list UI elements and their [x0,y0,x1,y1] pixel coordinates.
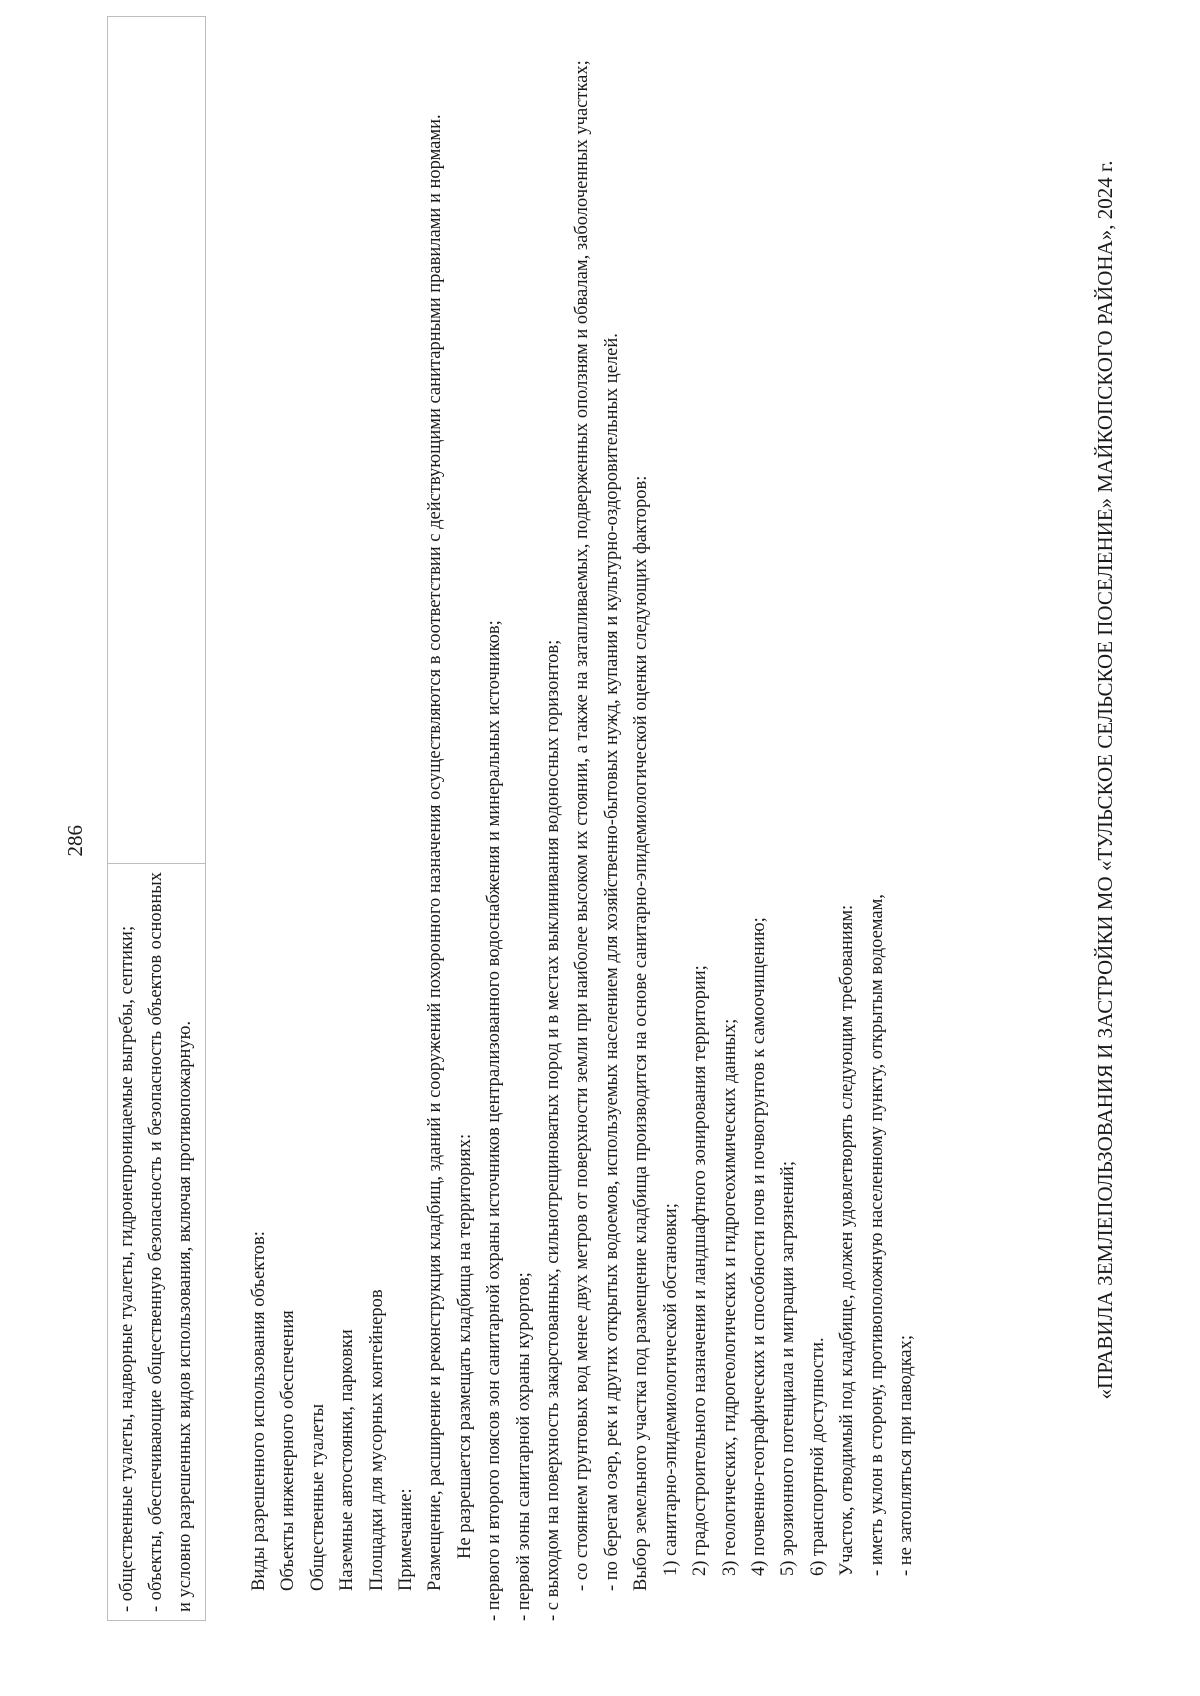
requirement-item: - не затопляться при паводках; [895,1335,916,1576]
allowed-heading: Виды разрешенного использования объектов: [249,1231,269,1591]
requirement-item: - иметь уклон в сторону, противоположную населенному пункту, открытым водоемам, [866,894,887,1576]
factor-item: 6) транспортной доступности. [807,1337,828,1576]
factor-item: 3) геологических, гидрогеологических и гидрогеохимических данных; [719,1018,740,1576]
table-cell-uses [108,864,206,1621]
factor-item: 1) санитарно-эпидемиологической обстановки; [660,1203,681,1576]
list-item: - с выходом на поверхность закарстованных, сильнотрещиноватых пород и в местах выклинивания водоносных горизонтов; [543,639,564,1621]
list-item: - по берегам озер, рек и других открытых водоемов, используемых населением для хозяйственно-бытовых нужд, купания и культурно-оздоровительных целей. [601,333,622,1591]
placement-paragraph: Размещение, расширение и реконструкция кладбищ, зданий и сооружений похоронного назначения осуществляются в соответствии с действующими санитарными правилами и нормами. [425,114,446,1591]
selection-paragraph: Выбор земельного участка под размещение кладбища производится на основе санитарно-эпидемиологической оценки следующих факторов: [631,475,652,1591]
list-item: - первого и второго поясов зон санитарной охраны источников централизованного водоснабжения и минеральных источников; [484,620,505,1621]
factor-item: 5) эрозионного потенциала и миграции загрязнений; [778,1161,799,1576]
list-item: Площадки для мусорных контейнеров [366,1289,387,1591]
list-item: Объекты инженерного обеспечения [278,1310,299,1591]
note-label: Примечание: [396,1488,417,1591]
list-item: - со стоянием грунтовых вод менее двух метров от поверхности земли при наиболее высоком их стоянии, а также на затапливаемых, подверженных оползням и обвалам, заболоченных участках; [572,60,593,1591]
footer-title: «ПРАВИЛА ЗЕМЛЕПОЛЬЗОВАНИЯ И ЗАСТРОЙКИ МО «ТУЛЬСКОЕ СЕЛЬСКОЕ ПОСЕЛЕНИЕ» МАЙКОПСКОГО РАЙОНА», 2024 г. [1093,160,1117,1400]
factor-item: 2) градостроительного назначения и ландшафтного зонирования территории; [690,965,711,1576]
document-body [245,13,921,1621]
table-row [108,17,206,1621]
page-number: 286 [63,825,87,857]
factor-item: 4) почвенно-географических и способности почв и почвогрунтов к самоочищению; [748,917,769,1576]
table-cell-line: - общественные туалеты, надворные туалеты, гидронепроницаемые выгребы, септики; [117,925,137,1612]
list-item: Наземные автостоянки, парковки [337,1329,358,1591]
requirements-heading: Участок, отводимый под кладбище, должен удовлетворять следующим требованиям: [837,904,858,1576]
forbidden-heading: Не разрешается размещать кладбища на территориях: [454,1133,475,1559]
list-item: - первой зоны санитарной охраны курортов; [513,1272,534,1621]
table-cell-empty [108,17,206,864]
list-item: Общественные туалеты [307,1403,328,1591]
table-cell-line: - объекты, обеспечивающие общественную безопасность и безопасность объектов основных и условно разрешенных видов использования, включая противопожарную. [146,872,195,1612]
permitted-use-table [107,16,206,1621]
